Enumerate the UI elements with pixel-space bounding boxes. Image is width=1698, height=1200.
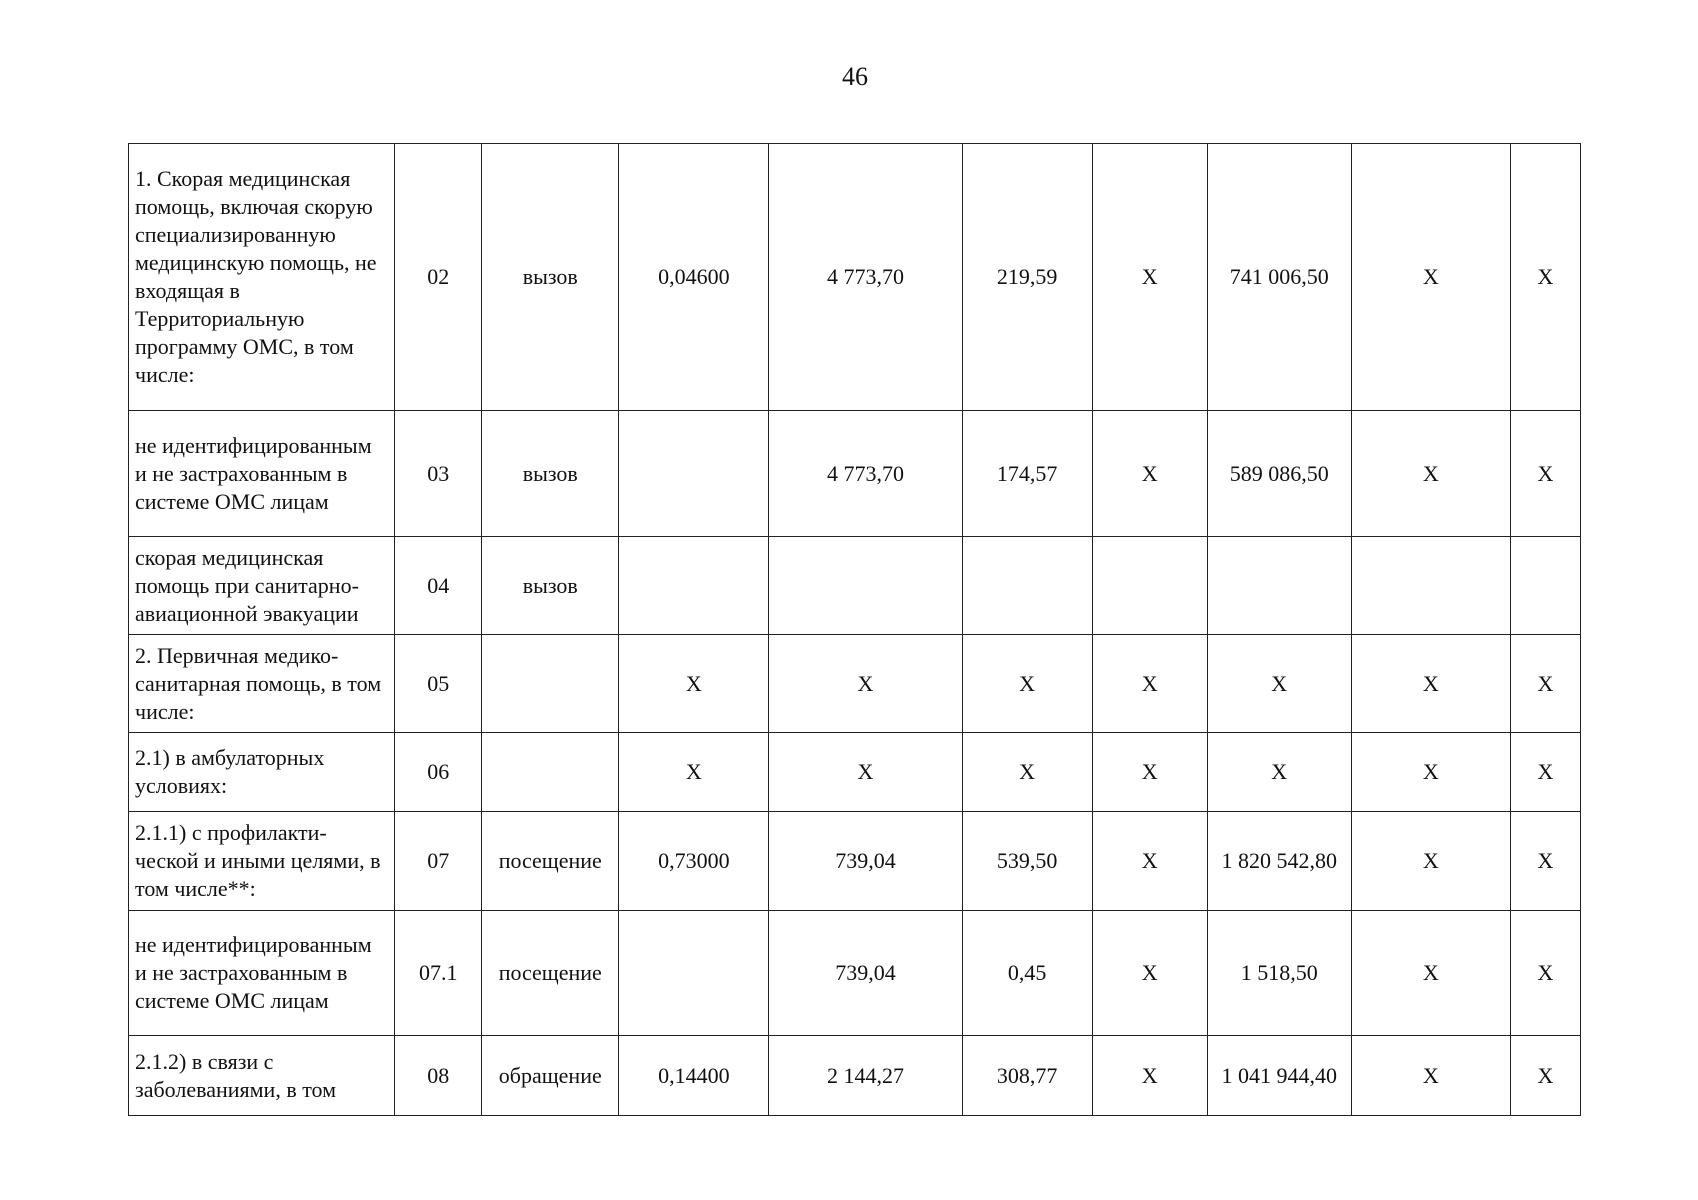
table-row: [129, 411, 1581, 537]
row-unit-cell: посещение: [482, 812, 619, 911]
row-code-cell: 06: [395, 733, 482, 812]
row-value-cell: 589 086,50: [1207, 411, 1351, 537]
row-value-cell: 174,57: [962, 411, 1092, 537]
page-number: 46: [842, 62, 868, 91]
row-value-cell: 308,77: [962, 1036, 1092, 1116]
row-value-cell: Х: [1207, 635, 1351, 733]
table-row: [129, 911, 1581, 1036]
row-value-cell: [619, 411, 769, 537]
row-value-cell: Х: [1092, 911, 1207, 1036]
row-value-cell: 0,04600: [619, 144, 769, 411]
row-value-cell: Х: [1351, 144, 1510, 411]
row-value-cell: [1351, 537, 1510, 635]
row-value-cell: Х: [1092, 1036, 1207, 1116]
row-value-cell: Х: [619, 635, 769, 733]
row-name-cell: 2.1) в амбулаторных условиях:: [129, 733, 395, 812]
row-unit-cell: [482, 635, 619, 733]
row-unit-cell: [482, 733, 619, 812]
row-value-cell: Х: [1510, 635, 1580, 733]
row-code-cell: 08: [395, 1036, 482, 1116]
row-value-cell: 1 041 944,40: [1207, 1036, 1351, 1116]
row-value-cell: Х: [1351, 411, 1510, 537]
row-value-cell: Х: [1510, 144, 1580, 411]
row-value-cell: Х: [769, 635, 962, 733]
table-row: [129, 733, 1581, 812]
row-code-cell: 05: [395, 635, 482, 733]
row-value-cell: 1 820 542,80: [1207, 812, 1351, 911]
row-name-cell: не идентифицированным и не застрахованным в системе ОМС лицам: [129, 911, 395, 1036]
row-value-cell: [769, 537, 962, 635]
row-value-cell: 741 006,50: [1207, 144, 1351, 411]
row-value-cell: 739,04: [769, 911, 962, 1036]
row-value-cell: 0,14400: [619, 1036, 769, 1116]
row-value-cell: Х: [962, 635, 1092, 733]
row-value-cell: Х: [1207, 733, 1351, 812]
table-row: [129, 537, 1581, 635]
row-value-cell: 1 518,50: [1207, 911, 1351, 1036]
row-value-cell: [619, 537, 769, 635]
row-value-cell: Х: [769, 733, 962, 812]
row-name-cell: 2. Первичная медико-санитарная помощь, в том числе:: [129, 635, 395, 733]
row-value-cell: [1207, 537, 1351, 635]
row-value-cell: Х: [1351, 733, 1510, 812]
row-unit-cell: вызов: [482, 537, 619, 635]
table-row: [129, 635, 1581, 733]
table-row: [129, 1036, 1581, 1116]
row-unit-cell: вызов: [482, 411, 619, 537]
row-code-cell: 07: [395, 812, 482, 911]
row-code-cell: 03: [395, 411, 482, 537]
row-value-cell: 4 773,70: [769, 144, 962, 411]
data-table: [128, 143, 1581, 1116]
row-value-cell: [962, 537, 1092, 635]
row-value-cell: Х: [962, 733, 1092, 812]
row-value-cell: Х: [1510, 733, 1580, 812]
row-code-cell: 02: [395, 144, 482, 411]
row-code-cell: 04: [395, 537, 482, 635]
row-value-cell: Х: [1092, 635, 1207, 733]
row-value-cell: 739,04: [769, 812, 962, 911]
row-value-cell: 2 144,27: [769, 1036, 962, 1116]
row-unit-cell: вызов: [482, 144, 619, 411]
row-name-cell: скорая медицинская помощь при санитарно-авиационной эвакуации: [129, 537, 395, 635]
row-unit-cell: посещение: [482, 911, 619, 1036]
row-value-cell: Х: [1351, 812, 1510, 911]
row-value-cell: Х: [1092, 812, 1207, 911]
row-value-cell: 539,50: [962, 812, 1092, 911]
row-value-cell: Х: [1092, 144, 1207, 411]
row-value-cell: Х: [1092, 733, 1207, 812]
row-value-cell: 0,45: [962, 911, 1092, 1036]
row-value-cell: 219,59: [962, 144, 1092, 411]
row-value-cell: Х: [619, 733, 769, 812]
row-value-cell: [619, 911, 769, 1036]
row-value-cell: [1510, 537, 1580, 635]
row-value-cell: Х: [1351, 1036, 1510, 1116]
table-row: [129, 144, 1581, 411]
row-value-cell: 0,73000: [619, 812, 769, 911]
row-name-cell: не идентифицированным и не застрахованным в системе ОМС лицам: [129, 411, 395, 537]
row-name-cell: 2.1.1) с профилакти-ческой и иными целями, в том числе**:: [129, 812, 395, 911]
row-name-cell: 2.1.2) в связи с заболеваниями, в том: [129, 1036, 395, 1116]
row-value-cell: Х: [1092, 411, 1207, 537]
row-value-cell: Х: [1510, 812, 1580, 911]
row-code-cell: 07.1: [395, 911, 482, 1036]
table-row: [129, 812, 1581, 911]
row-value-cell: Х: [1351, 635, 1510, 733]
row-value-cell: [1092, 537, 1207, 635]
row-name-cell: 1. Скорая медицинская помощь, включая скорую специализированную медицинскую помощь, не входящая в Территориальную программу ОМС, в том числе:: [129, 144, 395, 411]
row-value-cell: Х: [1510, 411, 1580, 537]
row-value-cell: Х: [1510, 1036, 1580, 1116]
row-value-cell: Х: [1510, 911, 1580, 1036]
row-value-cell: 4 773,70: [769, 411, 962, 537]
row-value-cell: Х: [1351, 911, 1510, 1036]
row-unit-cell: обращение: [482, 1036, 619, 1116]
